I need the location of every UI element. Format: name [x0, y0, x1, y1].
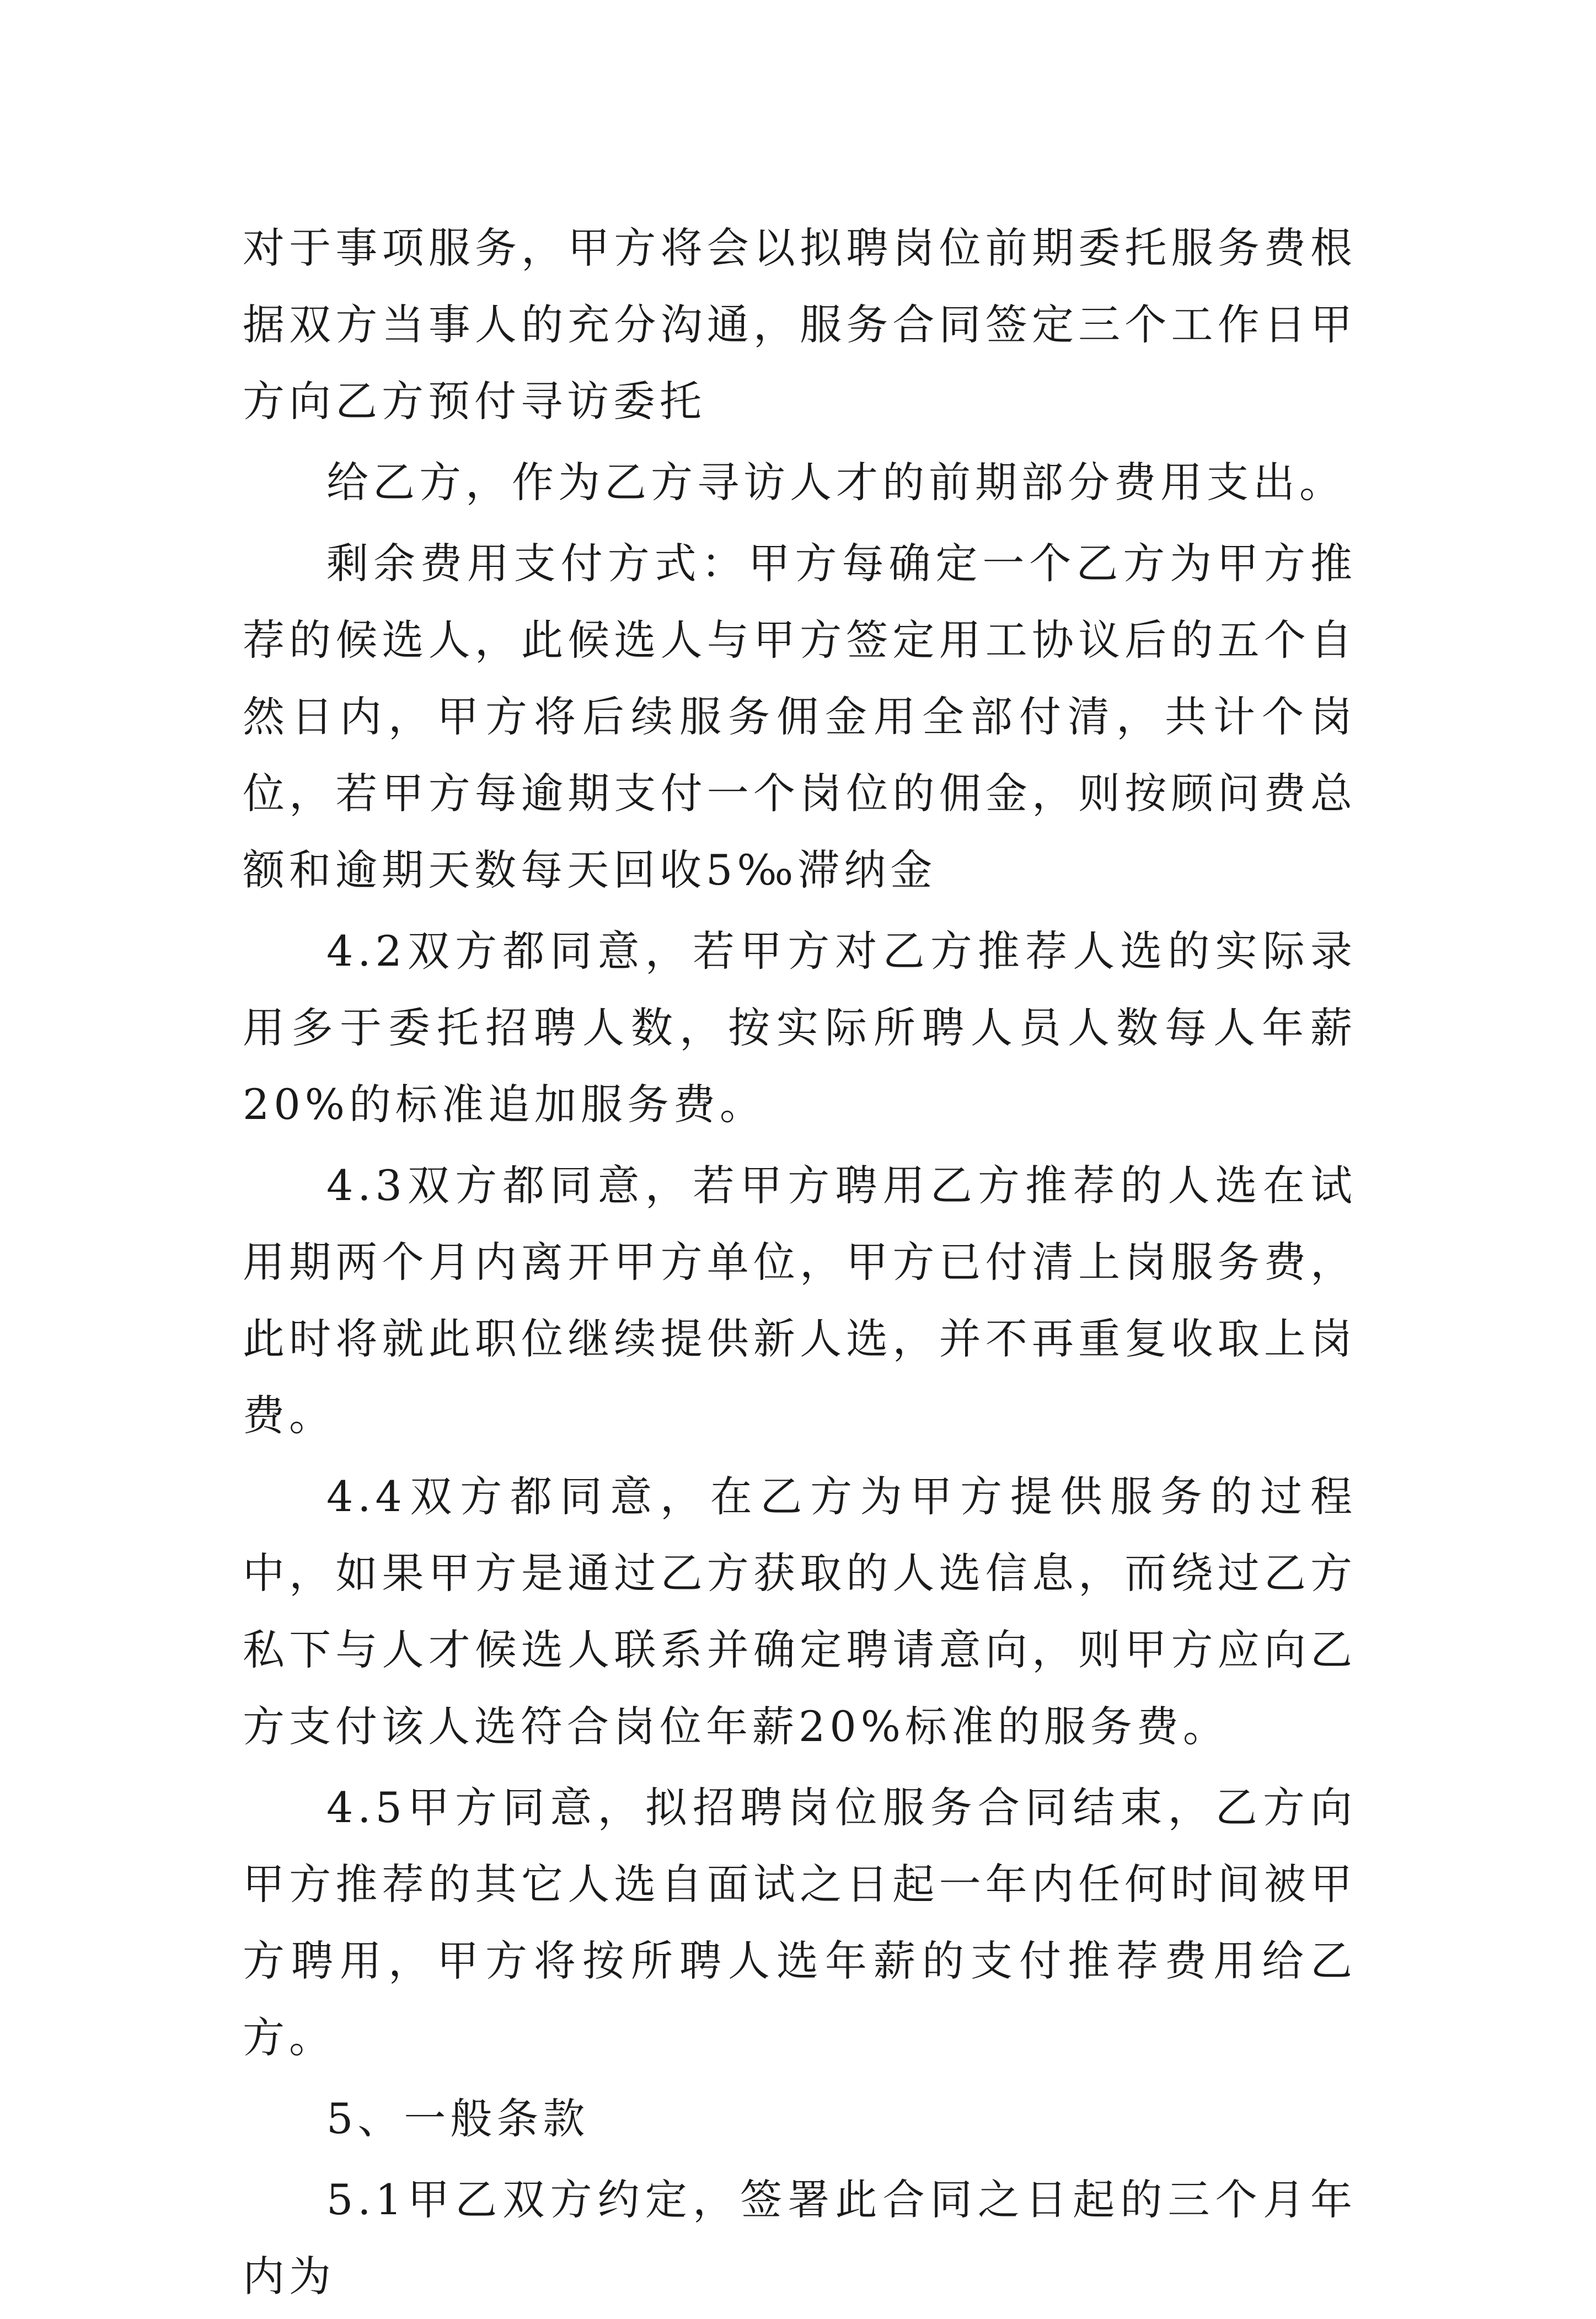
paragraph-prepayment: 对于事项服务，甲方将会以拟聘岗位前期委托服务费根据双方当事人的充分沟通，服务合同签定三个工作日甲方向乙方预付寻访委托	[243, 223, 1357, 426]
paragraph-prepayment-continued: 给乙方，作为乙方寻访人才的前期部分费用支出。	[326, 458, 1346, 507]
paragraph-clause-4-4: 4.4双方都同意，在乙方为甲方提供服务的过程中，如果甲方是通过乙方获取的人选信息，而绕过乙方私下与人才候选人联系并确定聘请意向，则甲方应向乙方支付该人选符合岗位年薪20%标准的服务费。	[243, 1472, 1357, 1751]
section-heading-general-terms: 5、一般条款	[326, 2094, 590, 2143]
paragraph-clause-4-5: 4.5甲方同意，拟招聘岗位服务合同结束，乙方向甲方推荐的其它人选自面试之日起一年内任何时间被甲方聘用，甲方将按所聘人选年薪的支付推荐费用给乙方。	[243, 1783, 1357, 2062]
paragraph-remaining-payment: 剩余费用支付方式：甲方每确定一个乙方为甲方推荐的候选人，此候选人与甲方签定用工协议后的五个自然日内，甲方将后续服务佣金用全部付清，共计个岗位，若甲方每逾期支付一个岗位的佣金，则按顾问费总额和逾期天数每天回收5‰滞纳金	[243, 539, 1357, 895]
paragraph-clause-5-1: 5.1甲乙双方约定，签署此合同之日起的三个月年内为	[243, 2175, 1357, 2301]
paragraph-clause-4-3: 4.3双方都同意，若甲方聘用乙方推荐的人选在试用期两个月内离开甲方单位，甲方已付清上岗服务费，此时将就此职位继续提供新人选，并不再重复收取上岗费。	[243, 1161, 1357, 1440]
document-body	[243, 210, 1357, 2319]
paragraph-clause-4-2: 4.2双方都同意，若甲方对乙方推荐人选的实际录用多于委托招聘人数，按实际所聘人员人数每人年薪20%的标准追加服务费。	[243, 926, 1357, 1129]
